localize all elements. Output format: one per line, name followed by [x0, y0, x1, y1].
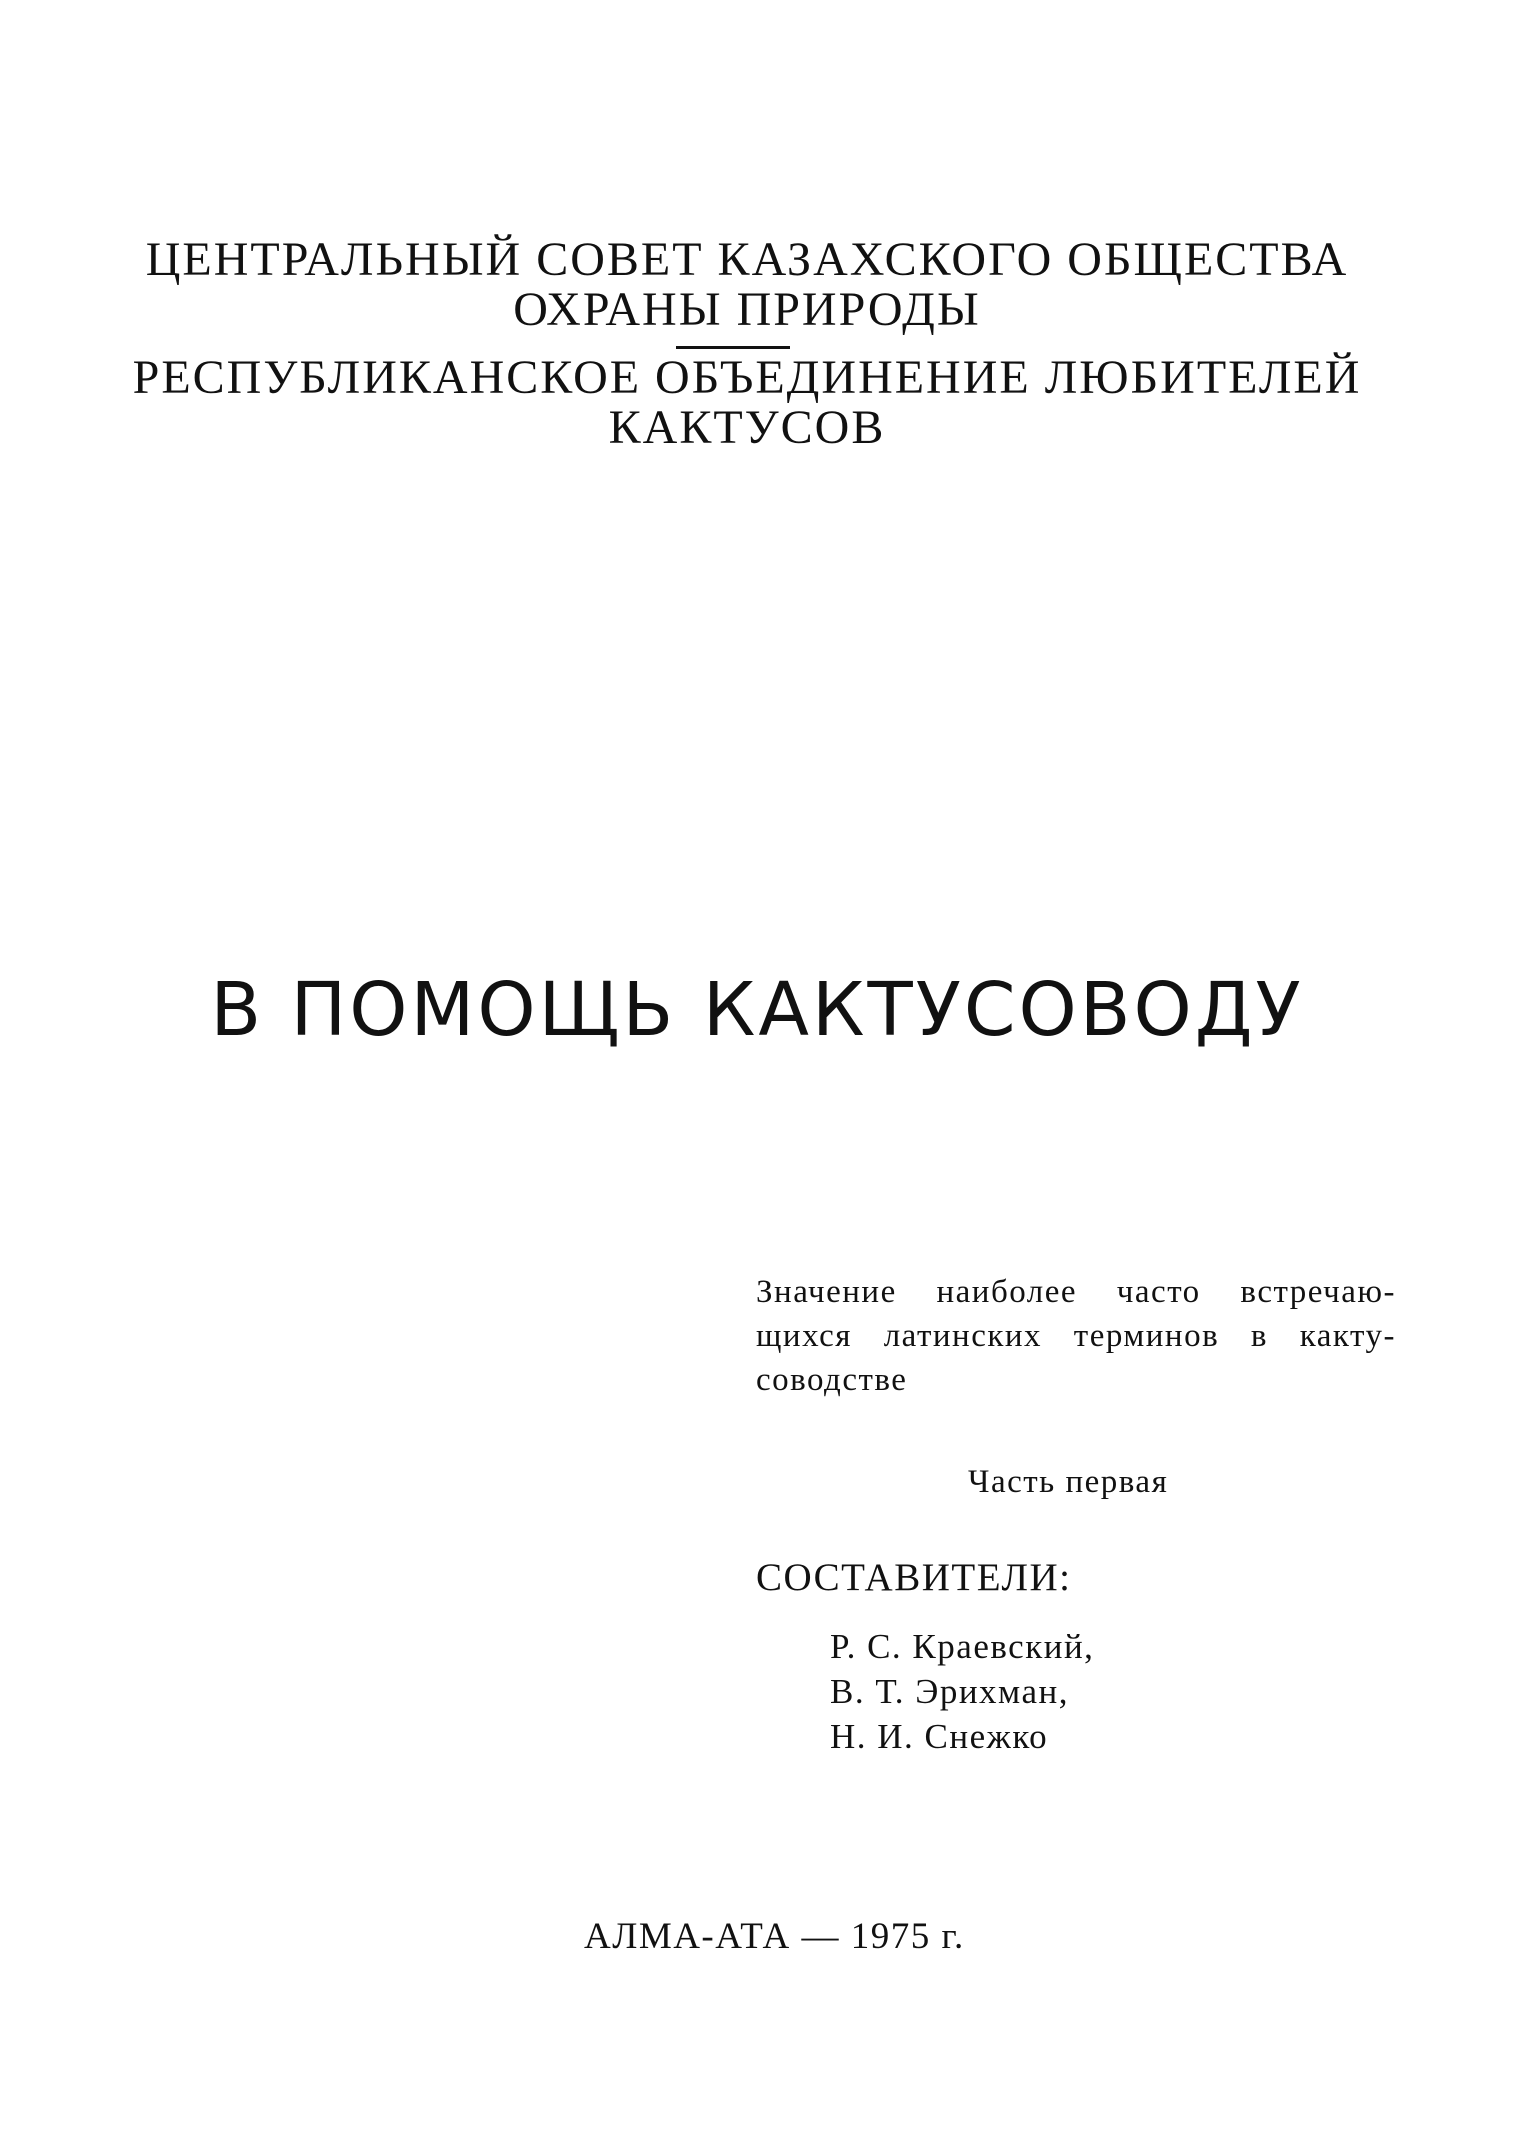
part-label: Часть первая — [968, 1464, 1169, 1500]
organization-2-line-1: РЕСПУБЛИКАНСКОЕ ОБЪЕДИНЕНИЕ ЛЮБИТЕЛЕЙ — [132, 351, 1362, 404]
author-name: Р. С. Краевский, — [830, 1627, 1095, 1666]
author-name: Н. И. Снежко — [830, 1717, 1049, 1756]
imprint-city-year: АЛМА-АТА — 1975 г. — [584, 1916, 965, 1957]
description-line: щихся латинских терминов в какту- — [756, 1318, 1396, 1354]
organization-1-line-1: ЦЕНТРАЛЬНЫЙ СОВЕТ КАЗАХСКОГО ОБЩЕСТВА — [145, 233, 1349, 286]
organization-2-line-2: КАКТУСОВ — [608, 401, 886, 454]
organization-1-line-2: ОХРАНЫ ПРИРОДЫ — [513, 283, 981, 336]
author-name: В. Т. Эрихман, — [830, 1672, 1069, 1711]
authors-list — [830, 1624, 1094, 1759]
book-title: В ПОМОЩЬ КАКТУСОВОДУ — [210, 966, 1304, 1053]
description-line: Значение наиболее часто встречаю- — [756, 1274, 1396, 1310]
subtitle-description — [756, 1270, 1396, 1402]
description-line: соводстве — [756, 1362, 908, 1398]
compilers-heading: СОСТАВИТЕЛИ: — [756, 1556, 1072, 1599]
header-divider — [676, 346, 790, 349]
